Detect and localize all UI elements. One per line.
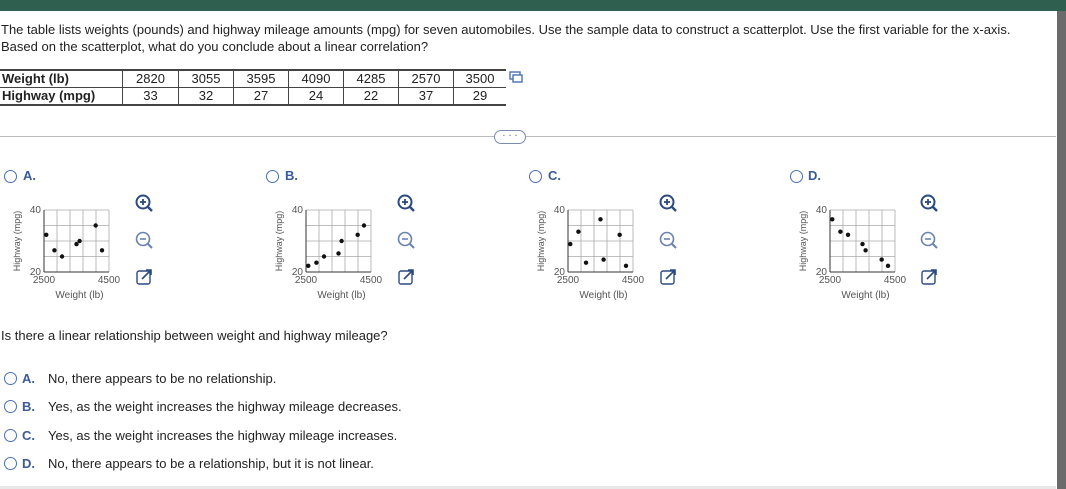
x-tick-label: 4500 (359, 275, 383, 286)
table-cell: 24 (289, 88, 344, 106)
answer-text: Yes, as the weight increases the highway mileage decreases. (48, 399, 402, 414)
x-axis-label: Weight (lb) (55, 290, 104, 301)
option-a-radio[interactable] (4, 170, 17, 183)
data-point (60, 254, 64, 258)
y-axis-label: Highway (mpg) (798, 210, 808, 272)
expand-icon[interactable] (133, 266, 155, 288)
expand-icon[interactable] (918, 266, 940, 288)
data-point (93, 223, 97, 227)
table-cell: 3500 (454, 70, 507, 88)
zoom-out-icon[interactable] (133, 229, 155, 251)
table-cell: 2820 (123, 70, 179, 88)
x-tick-label: 4500 (621, 275, 645, 286)
table-cell: 29 (454, 88, 507, 106)
plot-grid (830, 210, 895, 272)
copy-data-icon[interactable] (509, 71, 523, 83)
data-point (52, 248, 56, 252)
answer-letter: C. (22, 428, 35, 443)
x-tick-label: 2500 (294, 275, 318, 286)
answer-c-radio[interactable] (4, 429, 17, 442)
x-tick-label: 4500 (883, 275, 907, 286)
answer-text: Yes, as the weight increases the highway mileage increases. (48, 428, 398, 443)
y-tick-label: 20 (815, 267, 827, 278)
zoom-out-icon[interactable] (657, 229, 679, 251)
data-point (584, 261, 588, 265)
data-point (624, 264, 628, 268)
y-tick-label: 40 (815, 205, 827, 216)
answer-a-radio[interactable] (4, 372, 17, 385)
answer-d-radio[interactable] (4, 457, 17, 470)
table-row (0, 70, 506, 88)
data-point (322, 254, 326, 258)
x-axis-label: Weight (lb) (841, 290, 890, 301)
y-tick-label: 40 (291, 205, 303, 216)
y-tick-label: 20 (291, 267, 303, 278)
data-point (860, 242, 864, 246)
table-cell: 32 (179, 88, 234, 106)
data-point (863, 248, 867, 252)
data-point (362, 223, 366, 227)
scrollbar[interactable] (1057, 11, 1066, 489)
option-a-label: A. (23, 168, 36, 183)
data-point (846, 233, 850, 237)
answer-text: No, there appears to be a relationship, but it is not linear. (48, 456, 374, 471)
row-header: Highway (mpg) (0, 88, 123, 106)
table-row (0, 88, 506, 106)
answer-b-radio[interactable] (4, 400, 17, 413)
x-tick-label: 2500 (818, 275, 842, 286)
x-tick-label: 2500 (32, 275, 56, 286)
y-axis-label: Highway (mpg) (12, 210, 22, 272)
option-c-scatterplot (524, 198, 654, 306)
data-point (306, 264, 310, 268)
data-point (355, 233, 359, 237)
table-cell: 3055 (179, 70, 234, 88)
x-tick-label: 2500 (556, 275, 580, 286)
answer-letter: A. (22, 371, 35, 386)
data-table (0, 69, 506, 106)
data-point (339, 239, 343, 243)
data-point (879, 257, 883, 261)
data-point (576, 230, 580, 234)
y-tick-label: 40 (29, 205, 41, 216)
y-axis-label: Highway (mpg) (274, 210, 284, 272)
option-d-radio[interactable] (790, 170, 803, 183)
y-axis-label: Highway (mpg) (536, 210, 546, 272)
option-b-label: B. (285, 168, 298, 183)
zoom-out-icon[interactable] (395, 229, 417, 251)
zoom-in-icon[interactable] (395, 192, 417, 214)
option-c-label: C. (548, 168, 561, 183)
zoom-in-icon[interactable] (133, 192, 155, 214)
data-point (568, 242, 572, 246)
data-point (830, 217, 834, 221)
y-tick-label: 20 (29, 267, 41, 278)
option-a-scatterplot (0, 198, 130, 306)
table-cell: 4090 (289, 70, 344, 88)
data-point (886, 264, 890, 268)
table-cell: 4285 (344, 70, 399, 88)
section-divider (0, 136, 1056, 137)
table-cell: 33 (123, 88, 179, 106)
data-point (838, 230, 842, 234)
option-b-radio[interactable] (266, 170, 279, 183)
question-text: The table lists weights (pounds) and highway mileage amounts (mpg) for seven automobiles. Use the sample data to construct a scatterplot. Use the first variable for the x-axis. Based on the scatterplot, what do you conclude about a linear correlation? (1, 22, 1011, 54)
zoom-in-icon[interactable] (657, 192, 679, 214)
top-bar (0, 0, 1066, 11)
plot-grid (44, 210, 109, 272)
y-tick-label: 40 (553, 205, 565, 216)
data-point (314, 261, 318, 265)
expand-icon[interactable] (395, 266, 417, 288)
option-d-label: D. (808, 168, 821, 183)
zoom-in-icon[interactable] (918, 192, 940, 214)
data-point (100, 248, 104, 252)
data-point (44, 233, 48, 237)
expand-icon[interactable] (657, 266, 679, 288)
y-tick-label: 20 (553, 267, 565, 278)
x-axis-label: Weight (lb) (317, 290, 366, 301)
option-c-radio[interactable] (529, 170, 542, 183)
table-cell: 37 (399, 88, 454, 106)
x-tick-label: 4500 (97, 275, 121, 286)
option-d-scatterplot (786, 198, 916, 306)
data-point (77, 239, 81, 243)
table-cell: 27 (234, 88, 289, 106)
data-point (601, 257, 605, 261)
table-cell: 2570 (399, 70, 454, 88)
data-point (336, 251, 340, 255)
table-cell: 22 (344, 88, 399, 106)
row-header: Weight (lb) (0, 70, 123, 88)
more-button[interactable]: · · · (494, 130, 526, 144)
x-axis-label: Weight (lb) (579, 290, 628, 301)
data-point (617, 233, 621, 237)
option-b-scatterplot (262, 198, 392, 306)
answer-letter: D. (22, 456, 35, 471)
answer-letter: B. (22, 399, 35, 414)
subquestion-text: Is there a linear relationship between weight and highway mileage? (1, 328, 388, 343)
data-point (598, 217, 602, 221)
table-cell: 3595 (234, 70, 289, 88)
answer-text: No, there appears to be no relationship. (48, 371, 277, 386)
zoom-out-icon[interactable] (918, 229, 940, 251)
